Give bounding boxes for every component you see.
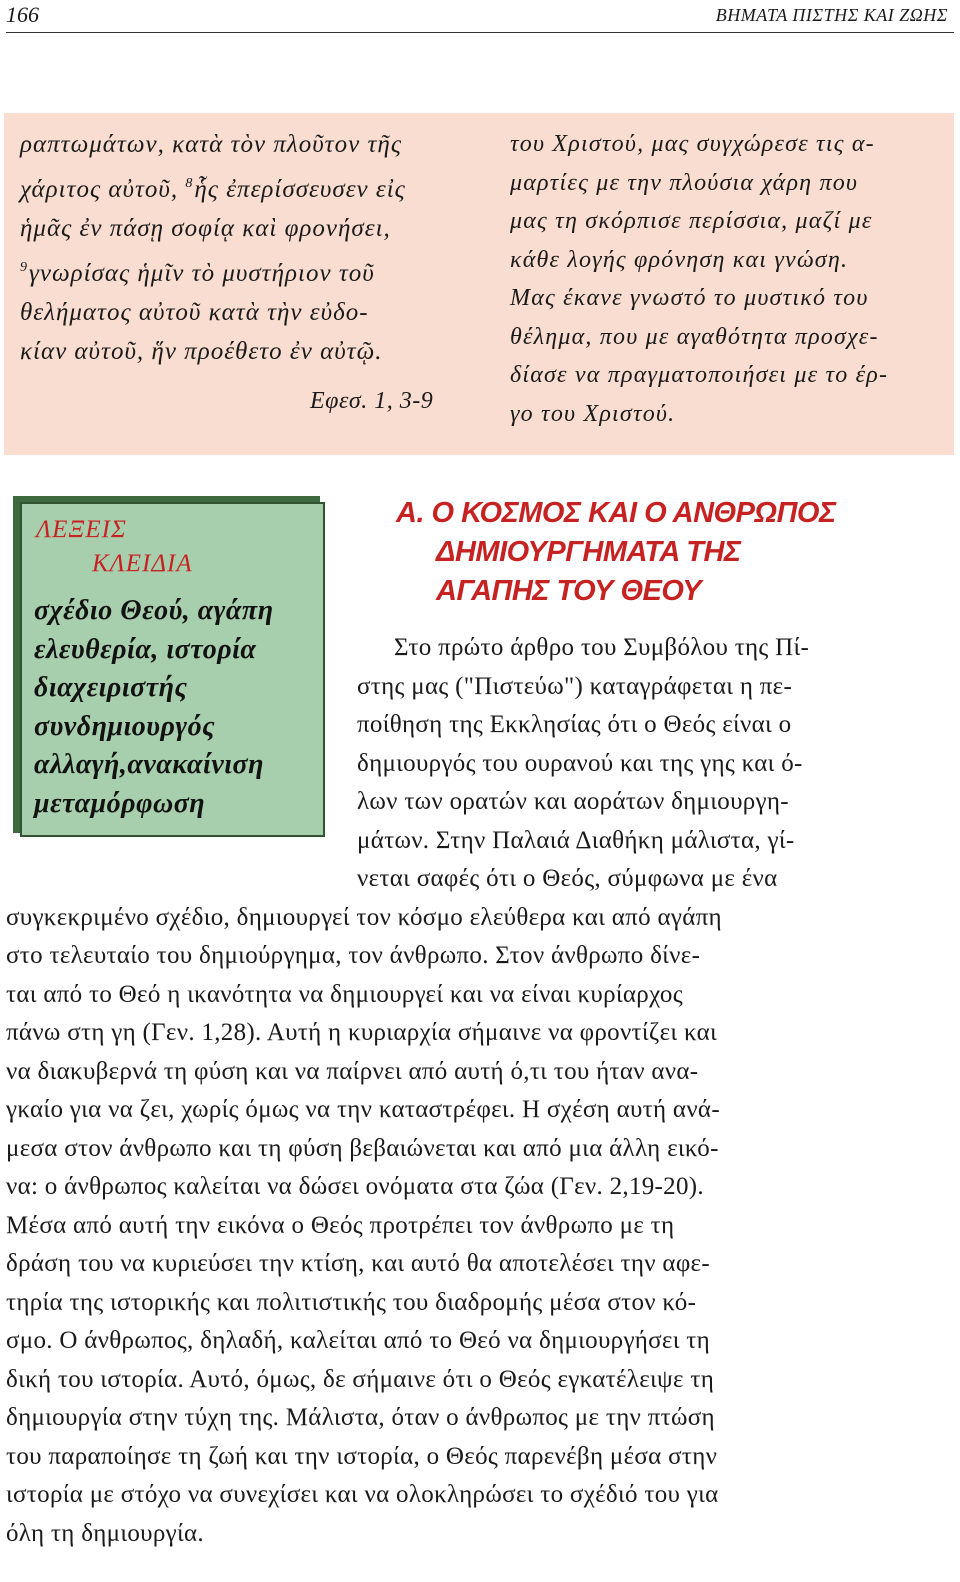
modern-line: του Χριστού, μας συγχώρεσε τις α- <box>510 131 875 157</box>
modern-line: μαρτίες με την πλούσια χάρη που <box>510 169 859 196</box>
body-line: στης μας ("Πιστεύω") καταγράφεται η πε- <box>357 672 793 700</box>
modern-translation-text <box>510 125 950 433</box>
modern-line: δίασε να πραγματοποιήσει με το έρ- <box>510 362 889 388</box>
scripture-box <box>4 113 954 455</box>
greek-line: κίαν αὐτοῦ, ἥν προέθετο ἐν αὐτῷ. <box>20 338 383 365</box>
scripture-reference: Εφεσ. 1, 3-9 <box>310 388 434 414</box>
keyword-item: διαχειριστής <box>34 672 188 703</box>
body-line: του παραποίησε τη ζωή και την ιστορία, ο Θεός παρενέβη μέσα στην <box>6 1442 718 1470</box>
verse-number: 8 <box>185 176 194 191</box>
body-text <box>0 629 960 1553</box>
greek-line: θελήματος αὐτοῦ κατὰ τὴν εὐδο- <box>20 299 369 326</box>
body-line: δημιουργός του ουρανού και της γης και ό- <box>357 749 803 777</box>
body-line: γκαίο για να ζει, χωρίς όμως να την καταστρέφει. Η σχέση αυτή ανά- <box>6 1096 720 1123</box>
section-heading <box>396 494 936 611</box>
body-line: Στο πρώτο άρθρο του Συμβόλου της Πί- <box>394 634 810 661</box>
body-line: λων των ορατών και αοράτων δημιουργη- <box>357 788 789 815</box>
keyword-item: αλλαγή,ανακαίνιση <box>34 749 264 780</box>
modern-line: γο του Χριστού. <box>510 400 676 427</box>
body-line: σμο. Ο άνθρωπος, δηλαδή, καλείται από το Θεό να δημιουργήσει τη <box>6 1327 711 1354</box>
body-line: δική του ιστορία. Αυτό, όμως, δε σήμαινε ότι ο Θεός εγκατέλειψε τη <box>6 1365 715 1393</box>
body-line: ποίθηση της Εκκλησίας ότι ο Θεός είναι ο <box>357 711 792 738</box>
body-line: να: ο άνθρωπος καλείται να δώσει ονόματα στα ζώα (Γεν. 2,19-20). <box>6 1173 704 1200</box>
keywords-title: ΚΛΕΙΔΙΑ <box>92 550 193 577</box>
verse-number: 9 <box>20 260 28 275</box>
greek-line: ραπτωμάτων, κατὰ τὸν πλοῦτον τῆς <box>20 131 402 158</box>
body-line: πάνω στη γη (Γεν. 1,28). Αυτή η κυριαρχία σήμαινε να φροντίζει και <box>6 1019 718 1046</box>
body-line: στο τελευταίο του δημιούργημα, τον άνθρωπο. Στον άνθρωπο δίνε- <box>6 942 701 969</box>
body-line: συγκεκριμένο σχέδιο, δημιουργεί τον κόσμο ελεύθερα και από αγάπη <box>6 903 722 931</box>
body-line: δημιουργία στην τύχη της. Μάλιστα, όταν ο άνθρωπος με την πτώση <box>6 1404 715 1431</box>
heading-line: Α. Ο ΚΟΣΜΟΣ ΚΑΙ Ο ΑΝΘΡΩΠΟΣ <box>396 497 836 529</box>
greek-line: γνωρίσας ἡμῖν τὸ μυστήριον τοῦ <box>29 260 375 287</box>
body-line: μάτων. Στην Παλαιά Διαθήκη μάλιστα, γί- <box>357 826 795 854</box>
greek-line: ἡμᾶς ἐν πάσῃ σοφίᾳ καὶ φρονήσει, <box>20 215 391 242</box>
body-line: Μέσα από αυτή την εικόνα ο Θεός προτρέπει τον άνθρωπο με τη <box>6 1211 675 1239</box>
heading-line: ΔΗΜΙΟΥΡΓΗΜΑΤΑ ΤΗΣ <box>436 536 741 568</box>
body-line: μεσα στον άνθρωπο και τη φύση βεβαιώνεται και από μια άλλη εικό- <box>6 1134 719 1162</box>
body-line: ιστορία με στόχο να συνεχίσει και να ολοκληρώσει το σχέδιό του για <box>6 1481 719 1508</box>
greek-scripture-text <box>20 125 480 371</box>
keyword-item: μεταμόρφωση <box>34 787 206 819</box>
keywords-title: ΛΕΞΕΙΣ <box>36 516 127 543</box>
body-line: νεται σαφές ότι ο Θεός, σύμφωνα με ένα <box>357 865 778 892</box>
page-number: 166 <box>6 2 39 27</box>
keyword-item: συνδημιουργός <box>34 710 216 742</box>
running-title: ΒΗΜΑΤΑ ΠΙΣΤΗΣ ΚΑΙ ΖΩΗΣ <box>715 5 948 25</box>
heading-line: ΑΓΑΠΗΣ ΤΟΥ ΘΕΟΥ <box>436 575 702 607</box>
modern-line: μας τη σκόρπισε περίσσια, μαζί με <box>510 208 873 234</box>
modern-line: κάθε λογής φρόνηση και γνώση. <box>510 246 849 273</box>
body-line: ται από το Θεό η ικανότητα να δημιουργεί και να είναι κυρίαρχος <box>6 980 683 1008</box>
greek-line: ἧς ἐπερίσσευσεν εἰς <box>194 176 406 203</box>
body-line: τηρία της ιστορικής και πολιτιστικής του διαδρομής μέσα στον κό- <box>6 1288 697 1316</box>
modern-line: Μας έκανε γνωστό το μυστικό του <box>510 285 869 311</box>
body-line: δράση του να κυριεύσει την κτίση, και αυτό θα αποτελέσει την αφε- <box>6 1250 710 1277</box>
body-line: να διακυβερνά τη φύση και να παίρνει από αυτή ό,τι του ήταν ανα- <box>6 1057 699 1085</box>
body-line: όλη τη δημιουργία. <box>6 1519 204 1547</box>
modern-line: θέλημα, που με αγαθότητα προσχε- <box>510 323 879 350</box>
keyword-item: ελευθερία, ιστορία <box>34 633 257 665</box>
page-header <box>0 0 960 40</box>
header-rule <box>6 32 954 33</box>
greek-line: χάριτος αὐτοῦ, <box>20 176 179 203</box>
keyword-item: σχέδιο Θεού, αγάπη <box>34 595 274 626</box>
